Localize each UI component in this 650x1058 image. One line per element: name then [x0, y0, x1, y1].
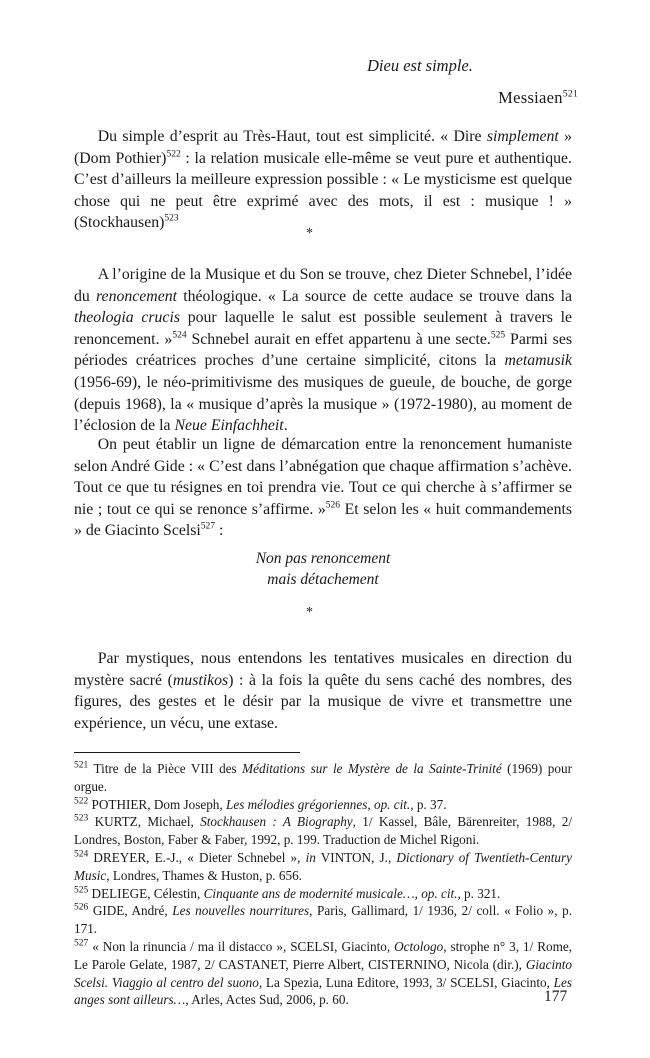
footnote-divider — [74, 752, 300, 753]
footnote: $^{527}$ « Non la rinuncia / ma il distacco », SCELSI, Giacinto, Octologo, strophe n° 3, 1/ Rome, Le Parole Gelate, 1987, 2/ CASTANET, Pierre Albert, CISTERNINO, Nicola (dir.), Giacinto Scelsi. Viaggio al centro del suono, La Spezia, Luna Editore, 1993, 3/ SCELSI, Giacinto, Les anges sont ailleurs…, Arles, Actes Sud, 2006, p. 60. — [74, 938, 573, 1008]
block-quote — [74, 549, 572, 590]
quote-line: mais détachement — [267, 570, 379, 588]
epigraph-quote: Dieu est simple. — [367, 56, 473, 75]
footnote-ref[interactable]: 526 — [325, 500, 341, 511]
section-separator: * — [306, 226, 313, 241]
epigraph-author: Messiaen$^{521}$ — [498, 88, 578, 107]
footnote: $^{521}$ Titre de la Pièce VIII des Méditations sur le Mystère de la Sainte-Trinité (1969) pour orgue. — [74, 760, 572, 794]
footnote-ref[interactable]: 521 — [562, 89, 578, 100]
footnote-ref[interactable]: 525 — [490, 330, 506, 341]
footnote: $^{525}$ DELIEGE, Célestin, Cinquante ans de modernité musicale…, op. cit., p. 321. — [74, 885, 501, 901]
footnote-ref[interactable]: 522 — [166, 149, 181, 160]
paragraph-simplicity: Du simple d’esprit au Très-Haut, tout est simplicité. « Dire simplement » (Dom Pothier)$^{522}$ : la relation musicale elle-même se veut pure et authentique. C’est d’ailleurs la meilleure expression possible : « Le mysticisme est quelque chose qui ne peut être exprimé avec des mots, il est : musique ! » (Stockhausen)$^{523}$ — [74, 128, 572, 232]
footnote-ref[interactable]: 524 — [172, 330, 187, 341]
footnotes — [74, 760, 572, 1009]
footnote: $^{526}$ GIDE, André, Les nouvelles nourritures, Paris, Gallimard, 1/ 1936, 2/ coll. « Folio », p. 171. — [74, 902, 573, 937]
footnote: $^{522}$ POTHIER, Dom Joseph, Les mélodies grégoriennes, op. cit., p. 37. — [74, 796, 447, 812]
footnote: $^{524}$ DREYER, E.-J., « Dieter Schnebel », in VINTON, J., Dictionary of Twentieth-Century Music, Londres, Thames & Huston, p. 656. — [74, 849, 573, 883]
page-number: 177 — [544, 988, 568, 1005]
paragraph-mystics: Par mystiques, nous entendons les tentatives musicales en direction du mystère sacré (mustikos) : à la fois la quête du sens caché des nombres, des figures, des gestes et le désir par la musique de vivre et transmettre une expérience, un vécu, une extase. — [74, 650, 573, 732]
footnote-ref[interactable]: 523 — [164, 214, 179, 225]
section-separator: * — [306, 605, 313, 620]
paragraph-gide: On peut établir un ligne de démarcation entre la renoncement humaniste selon André Gide : « C’est dans l’abnégation que chaque affirmation s’achève. Tout ce que tu résignes en toi prendra vie. Tout ce qui cherche à s’affirmer se nie ; tout ce qui se renonce s’affirme. »$^{526}$ Et selon les « huit commandements » de Giacinto Scelsi$^{527}$ : — [74, 436, 572, 540]
quote-line: Non pas renoncement — [255, 550, 391, 567]
footnote: $^{523}$ KURTZ, Michael, Stockhausen : A Biography, 1/ Kassel, Bâle, Bärenreiter, 1988, 2/ Londres, Boston, Faber & Faber, 1992, p. 199. Traduction de Michel Rigoni. — [74, 814, 572, 848]
footnote-ref[interactable]: 527 — [200, 522, 216, 533]
paragraph-schnebel: A l’origine de la Musique et du Son se trouve, chez Dieter Schnebel, l’idée du renoncement théologique. « La source de cette audace se trouve dans la theologia crucis pour laquelle le salut est possible seulement à travers le renoncement. »$^{524}$ Schnebel aurait en effet appartenu à une secte.$^{525}$ Parmi ses périodes créatrices proches d’une certaine simplicité, citons la metamusik (1956-69), le néo-primitivisme des musiques de gueule, de bouche, de gorge (depuis 1968), la « musique d’après la musique » (1972-1980), au moment de l’éclosion de la Neue Einfachheit. — [74, 266, 572, 435]
